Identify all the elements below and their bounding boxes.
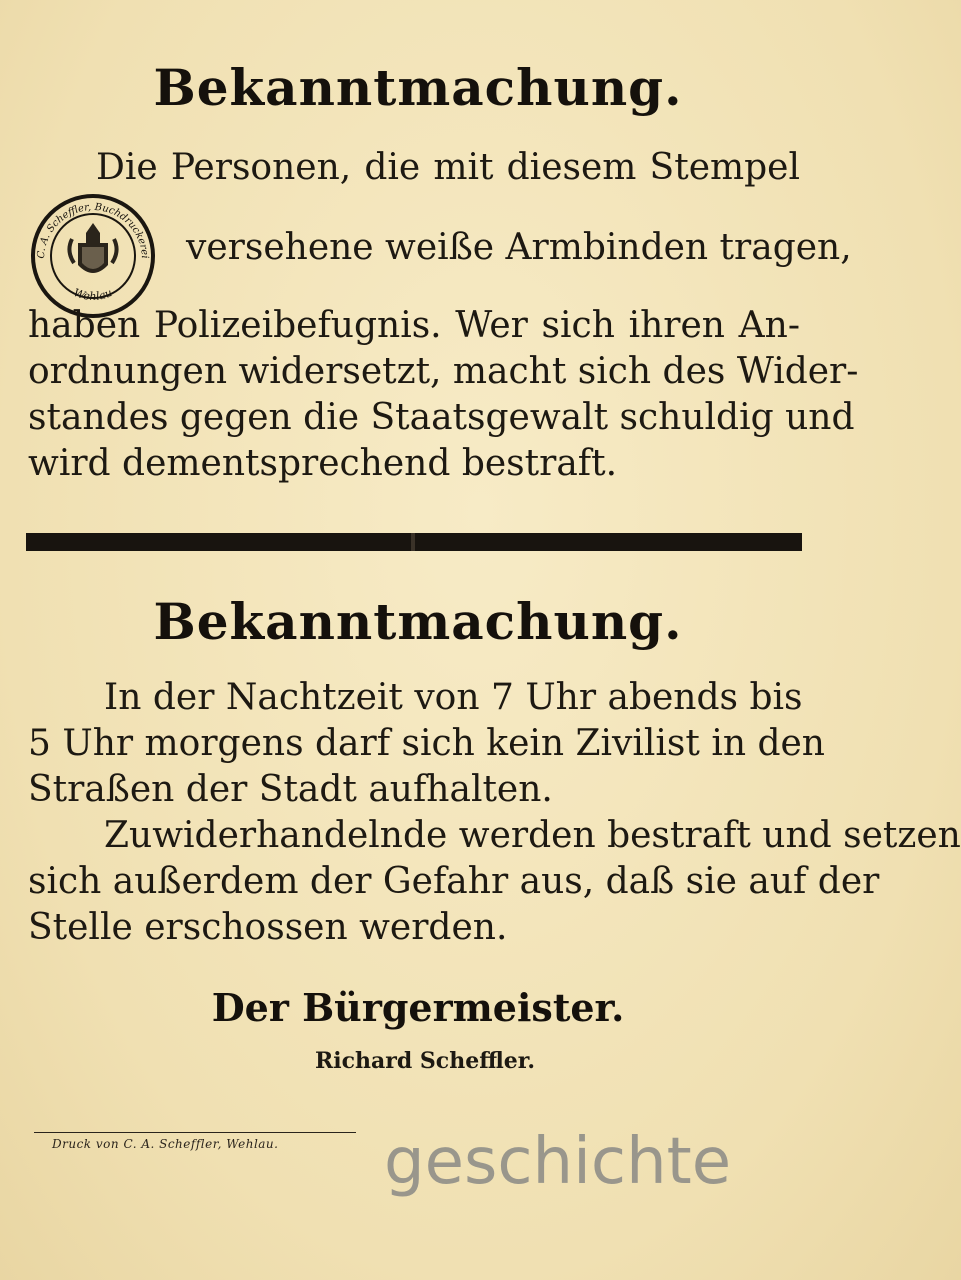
notice-1-line: standes gegen die Staatsgewalt schuldig und	[28, 397, 855, 438]
notice-2-line: Stelle erschossen werden.	[28, 907, 508, 948]
printer-imprint: Druck von C. A. Scheffler, Wehlau.	[52, 1137, 279, 1151]
printer-rule	[34, 1132, 356, 1133]
notice-2-text	[28, 675, 961, 951]
notice-1-title: Bekanntmachung.	[153, 58, 683, 117]
signature-name: Richard Scheffler.	[315, 1048, 535, 1074]
notice-2-line: Zuwiderhandelnde werden bestraft und setzen	[104, 815, 961, 856]
notice-2-title: Bekanntmachung.	[153, 592, 683, 651]
notice-2-line: In der Nachtzeit von 7 Uhr abends bis	[104, 677, 803, 718]
stamp-top-text: C. A. Scheffler, Buchdruckerei	[35, 201, 151, 259]
notice-1-line: Die Personen, die mit diesem Stempel	[96, 147, 800, 188]
notice-1-line: versehene weiße Armbinden tragen,	[186, 227, 852, 268]
notice-1-line: haben Polizeibefugnis. Wer sich ihren An-	[28, 305, 800, 346]
stamp-bottom-text: Wehlau	[71, 286, 115, 303]
notice-2-line: Straßen der Stadt aufhalten.	[28, 769, 553, 810]
notice-1-line: wird dementsprechend bestraft.	[28, 443, 618, 484]
divider-joint	[411, 533, 415, 551]
notice-2-line: sich außerdem der Gefahr aus, daß sie auf der	[28, 861, 880, 902]
watermark-text: geschichte	[384, 1125, 732, 1199]
notice-2-line: 5 Uhr morgens darf sich kein Zivilist in den	[28, 723, 825, 764]
notice-1-text	[28, 145, 859, 487]
notice-1-line: ordnungen widersetzt, macht sich des Wider-	[28, 351, 859, 392]
signature-title: Der Bürgermeister.	[211, 985, 625, 1030]
